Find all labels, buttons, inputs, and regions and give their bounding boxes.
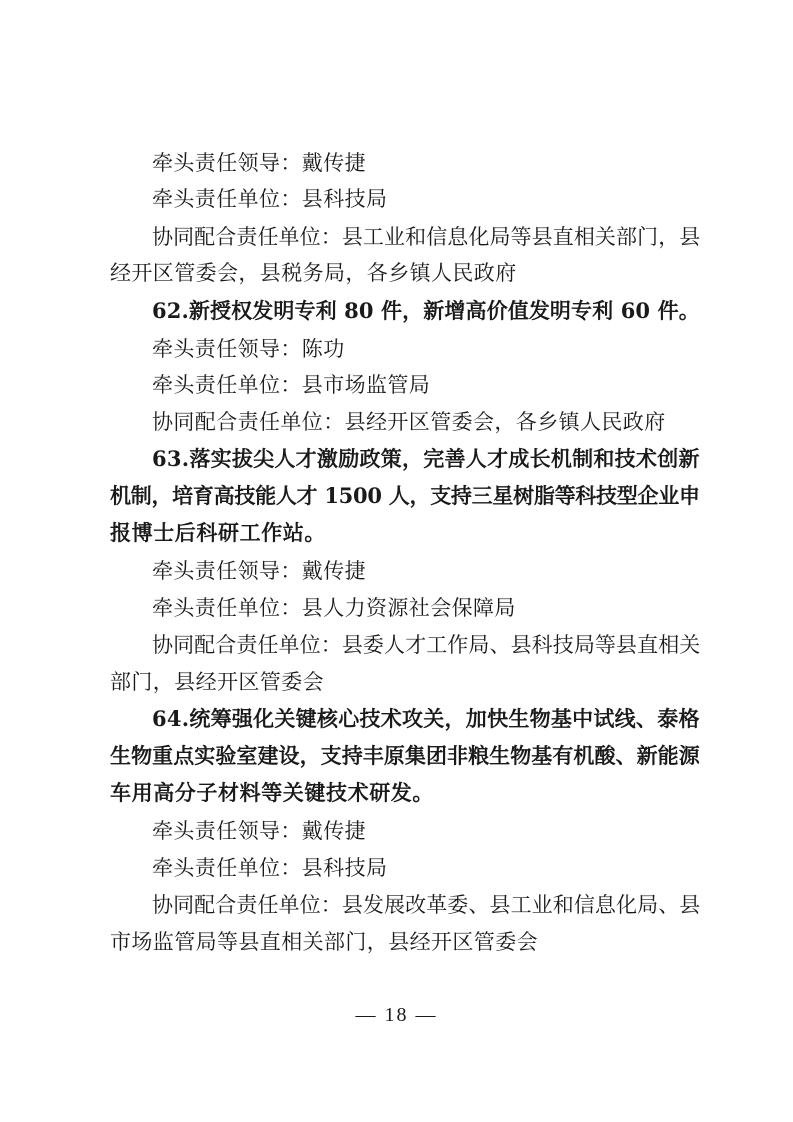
item-63-heading-cont: 报博士后科研工作站。 — [110, 520, 326, 545]
lead-leader-line: 牵头责任领导：戴传捷 — [152, 559, 366, 583]
coop-unit-line: 协同配合责任单位：县经开区管委会，各乡镇人民政府 — [152, 410, 666, 434]
coop-unit-line-cont: 市场监管局等县直相关部门，县经开区管委会 — [110, 930, 538, 954]
lead-unit-line: 牵头责任单位：县市场监管局 — [152, 373, 431, 397]
page-number: — 18 — — [355, 1004, 438, 1026]
coop-unit-line: 协同配合责任单位：县工业和信息化局等县直相关部门，县 — [152, 225, 701, 249]
lead-unit-line: 牵头责任单位：县科技局 — [152, 856, 388, 880]
item-63-heading-cont: 机制，培育高技能人才 1500 人，支持三星树脂等科技型企业申 — [110, 483, 700, 508]
lead-leader-line: 牵头责任领导：戴传捷 — [152, 151, 366, 175]
item-63-heading: 63.落实拔尖人才激励政策，完善人才成长机制和技术创新 — [152, 446, 700, 471]
lead-leader-line: 牵头责任领导：陈功 — [152, 337, 345, 361]
lead-leader-line: 牵头责任领导：戴传捷 — [152, 819, 366, 843]
item-64-heading-cont: 车用高分子材料等关键技术研发。 — [110, 780, 434, 805]
lead-unit-line: 牵头责任单位：县科技局 — [152, 187, 388, 211]
coop-unit-line-cont: 经开区管委会，县税务局，各乡镇人民政府 — [110, 261, 517, 285]
lead-unit-line: 牵头责任单位：县人力资源社会保障局 — [152, 596, 516, 620]
item-64-heading-cont: 生物重点实验室建设，支持丰原集团非粮生物基有机酸、新能源 — [110, 743, 700, 768]
coop-unit-line: 协同配合责任单位：县发展改革委、县工业和信息化局、县 — [152, 893, 701, 917]
coop-unit-line: 协同配合责任单位：县委人才工作局、县科技局等县直相关 — [152, 633, 701, 657]
item-64-heading: 64.统筹强化关键核心技术攻关，加快生物基中试线、泰格 — [152, 706, 700, 731]
item-62-heading: 62.新授权发明专利 80 件，新增高价值发明专利 60 件。 — [152, 298, 700, 323]
coop-unit-line-cont: 部门，县经开区管委会 — [110, 670, 324, 694]
